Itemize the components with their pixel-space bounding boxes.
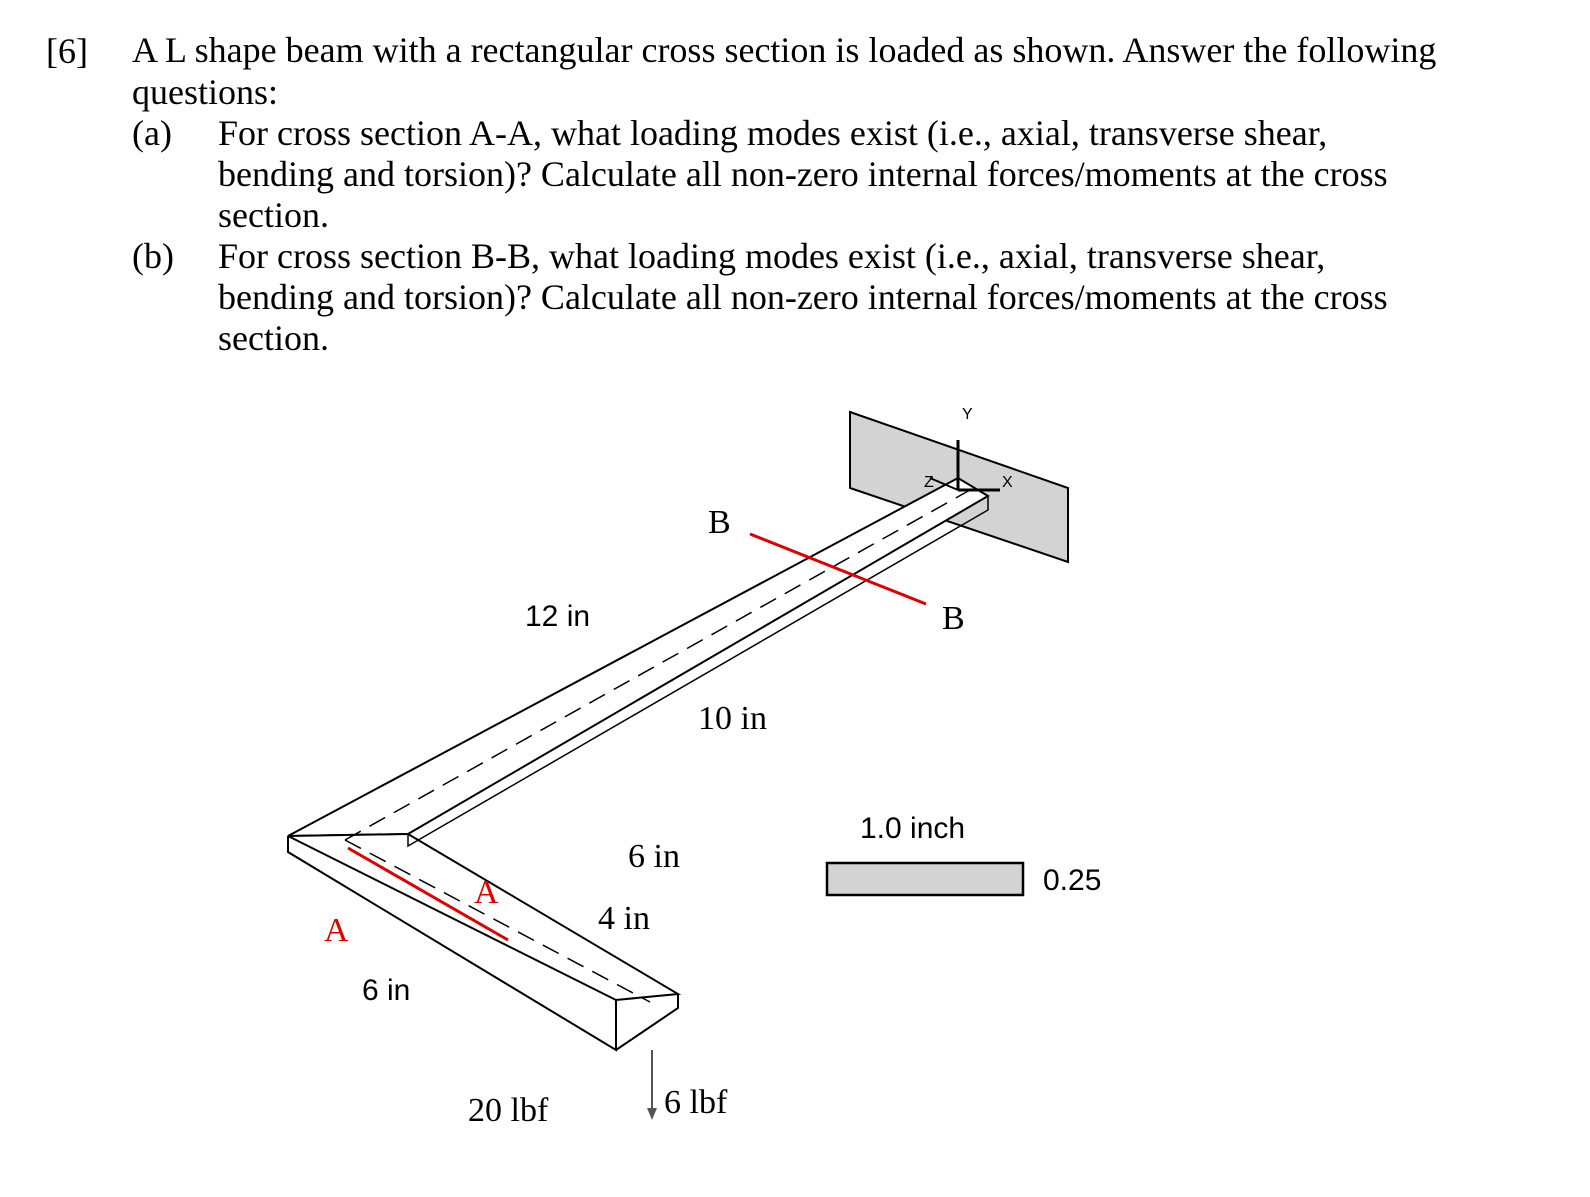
load-20-lbf: 20 lbf (468, 1092, 549, 1129)
part-a-line2: bending and torsion)? Calculate all non-zero internal forces/moments at the cross (218, 154, 1388, 194)
question-intro-line1: A L shape beam with a rectangular cross section is loaded as shown. Answer the following (132, 30, 1437, 70)
beam-long-member-top (288, 478, 988, 836)
dim-6-in-left: 6 in (362, 974, 411, 1007)
beam-end-face (616, 994, 678, 1050)
part-b-line1: For cross section B-B, what loading modes exist (i.e., axial, transverse shear, (218, 236, 1326, 276)
dim-6-in-right: 6 in (628, 838, 680, 875)
section-b-label-top: B (708, 504, 731, 541)
part-a-line3: section. (218, 195, 329, 235)
question-number: [6] (46, 31, 88, 71)
cross-section-height-label: 0.25 (1043, 864, 1102, 897)
load-6-lbf: 6 lbf (664, 1084, 728, 1121)
z-axis-label: Z (924, 474, 934, 491)
x-axis-label: X (1002, 474, 1013, 491)
beam-side-edge-long (408, 496, 988, 846)
part-a-mark: (a) (132, 113, 172, 153)
dim-12-in: 12 in (525, 600, 591, 633)
dim-10-in: 10 in (698, 700, 767, 737)
cross-section-width-label: 1.0 inch (860, 812, 966, 845)
section-a-label-left: A (324, 912, 349, 949)
y-axis-label: Y (962, 406, 973, 423)
question-intro-line2: questions: (132, 72, 279, 112)
section-b-label-bottom: B (942, 600, 965, 637)
part-b-mark: (b) (132, 236, 174, 276)
part-b-line2: bending and torsion)? Calculate all non-zero internal forces/moments at the cross (218, 277, 1388, 317)
cross-section-rect (827, 863, 1023, 895)
part-b-line3: section. (218, 318, 329, 358)
dim-4-in: 4 in (598, 900, 650, 937)
part-a-line1: For cross section A-A, what loading modes exist (i.e., axial, transverse shear, (218, 113, 1328, 153)
load-arrow-6-head (647, 1108, 657, 1120)
section-a-label-right: A (474, 874, 499, 911)
